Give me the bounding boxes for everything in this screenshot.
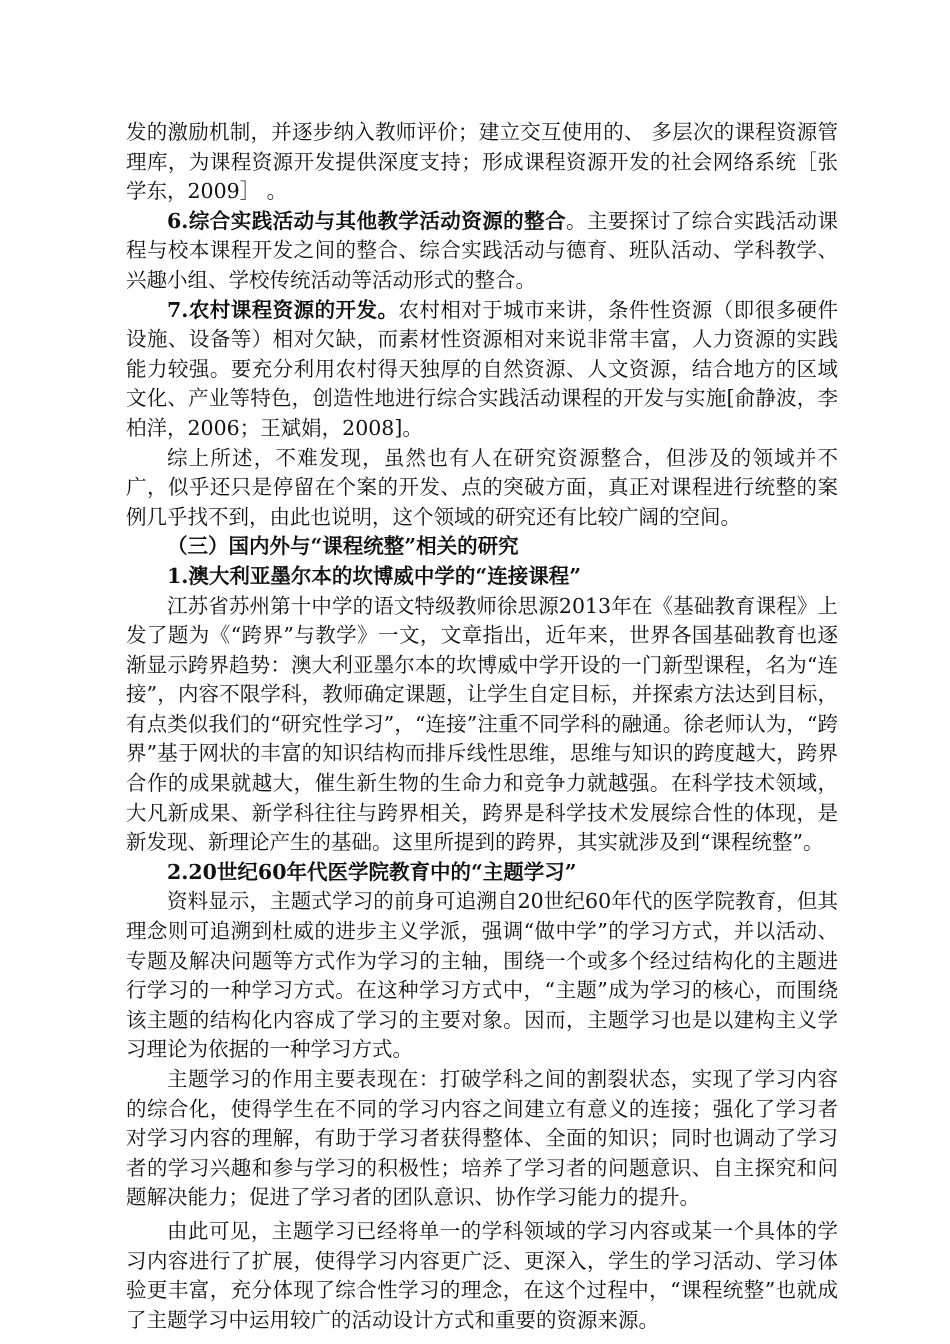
paragraph-summary: 综上所述，不难发现，虽然也有人在研究资源整合，但涉及的领域并不广，似乎还只是停留在个案的开发、点的突破方面，真正对课程进行统整的案例几乎找不到，由此也说明，这个领域的研究还有比较广阔的空间。: [126, 445, 838, 529]
paragraph-conclusion: 由此可见，主题学习已经将单一的学科领域的学习内容或某一个具体的学习内容进行了扩展，使得学习内容更广泛、更深入，学生的学习活动、学习体验更丰富，充分体现了综合性学习的理念，在这个过程中，“课程统整”也就成了主题学习中运用较广的活动设计方式和重要的资源来源。: [126, 1218, 838, 1332]
paragraph-subsection-1: 江苏省苏州第十中学的语文特级教师徐思源2013年在《基础教育课程》上发了题为《“跨界”与教学》一文，文章指出，近年来，世界各国基础教育也逐渐显示跨界趋势：澳大利亚墨尔本的坎博威中学开设的一门新型课程，名为“连接”，内容不限学科，教师确定课题，让学生自定目标，并探索方法达到目标，有点类似我们的“研究性学习”，“连接”注重不同学科的融通。徐老师认为，“跨界”基于网状的丰富的知识结构而排斥线性思维，思维与知识的跨度越大，跨界合作的成果就越大，催生新生物的生命力和竞争力就越强。在科学技术领域，大凡新成果、新学科往往与跨界相关，跨界是科学技术发展综合性的体现，是新发现、新理论产生的基础。这里所提到的跨界，其实就涉及到“课程统整”。: [126, 593, 838, 855]
paragraph-item-6: [126, 207, 838, 296]
document-page: [126, 118, 838, 1335]
item-6-body: 。主要探讨了综合实践活动课程与校本课程开发之间的整合、综合实践活动与德育、班队活动、学科教学、兴趣小组、学校传统活动等活动形式的整合。: [126, 208, 839, 292]
section-3-heading: （三）国内外与“课程统整”相关的研究: [167, 534, 519, 559]
item-7-heading: 7.农村课程资源的开发。: [167, 297, 399, 322]
item-6-heading: 6.综合实践活动与其他教学活动资源的整合: [167, 208, 567, 233]
subsection-2-heading: 2.20世纪60年代医学院教育中的“主题学习”: [167, 859, 577, 884]
paragraph-item-7: [126, 296, 838, 444]
paragraph-role: 主题学习的作用主要表现在：打破学科之间的割裂状态，实现了学习内容的综合化，使得学生在不同的学习内容之间建立有意义的连接；强化了学习者对学习内容的理解，有助于学习者获得整体、全面的知识；同时也调动了学习者的学习兴趣和参与学习的积极性；培养了学习者的问题意识、自主探究和问题解决能力；促进了学习者的团队意识、协作学习能力的提升。: [126, 1067, 838, 1210]
item-7-body: 农村相对于城市来讲，条件性资源（即很多硬件设施、设备等）相对欠缺，而素材性资源相对来说非常丰富，人力资源的实践能力较强。要充分利用农村得天独厚的自然资源、人文资源，结合地方的区域文化、产业等特色，创造性地进行综合实践活动课程的开发与实施[俞静波，李柏洋，2006；王斌娟，2008]。: [126, 297, 838, 440]
paragraph-intro: 发的激励机制，并逐步纳入教师评价；建立交互使用的、 多层次的课程资源管理库，为课程资源开发提供深度支持；形成课程资源开发的社会网络系统［张学东，2009］ 。: [126, 120, 838, 204]
subsection-1-heading: 1.澳大利亚墨尔本的坎博威中学的“连接课程”: [167, 563, 581, 588]
paragraph-subsection-2: 资料显示，主题式学习的前身可追溯自20世纪60年代的医学院教育，但其理念则可追溯到杜威的进步主义学派，强调“做中学”的学习方式，并以活动、专题及解决问题等方式作为学习的主轴，围绕一个或多个经过结构化的主题进行学习的一种学习方式。在这种学习方式中，“主题”成为学习的核心，而围绕该主题的结构化内容成了学习的主要对象。因而，主题学习也是以建构主义学习理论为依据的一种学习方式。: [126, 889, 838, 1062]
